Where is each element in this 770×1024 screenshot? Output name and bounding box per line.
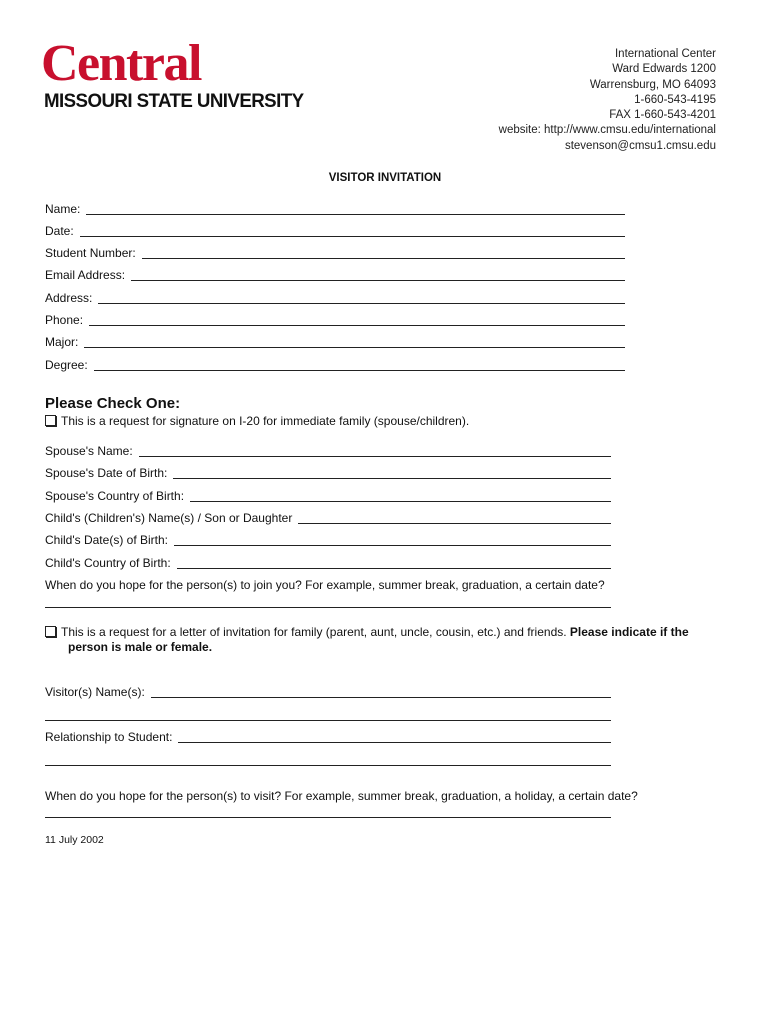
field-line[interactable] xyxy=(131,268,625,281)
email-address-field[interactable] xyxy=(45,268,625,282)
spouse-country-field[interactable] xyxy=(45,489,611,503)
option1-checkbox[interactable] xyxy=(45,415,56,426)
address-line: Ward Edwards 1200 xyxy=(612,63,716,76)
field-label: Child's Date(s) of Birth: xyxy=(45,533,168,547)
website-line: website: http://www.cmsu.edu/international xyxy=(498,124,716,137)
field-line[interactable] xyxy=(298,511,611,524)
logo-central: Central xyxy=(41,35,201,92)
field-label: Email Address: xyxy=(45,268,126,282)
field-label: Phone: xyxy=(45,313,84,327)
address-block xyxy=(499,47,716,154)
field-line[interactable] xyxy=(84,335,625,348)
field-label: Degree: xyxy=(45,358,88,372)
field-line[interactable] xyxy=(174,533,611,546)
form-date: 11 July 2002 xyxy=(45,834,104,846)
name-field[interactable] xyxy=(45,202,625,216)
field-label: Date: xyxy=(45,224,74,238)
field-line[interactable] xyxy=(178,730,611,743)
field-label: Child's Country of Birth: xyxy=(45,556,171,570)
field-line[interactable] xyxy=(142,246,625,259)
visit-question: When do you hope for the person(s) to visit? For example, summer break, graduation, a holiday, a certain date? xyxy=(45,789,638,803)
degree-field[interactable] xyxy=(45,358,625,372)
section-heading: Please Check One: xyxy=(45,395,181,412)
field-line[interactable] xyxy=(80,224,625,237)
option2-text xyxy=(45,625,689,640)
spouse-dob-field[interactable] xyxy=(45,466,611,480)
relationship-field[interactable] xyxy=(45,730,611,744)
option1-text xyxy=(45,414,469,429)
fax-line: FAX 1-660-543-4201 xyxy=(609,109,716,122)
field-label: Student Number: xyxy=(45,246,136,260)
join-question: When do you hope for the person(s) to join you? For example, summer break, graduation, a certain date? xyxy=(45,578,605,592)
option2-checkbox[interactable] xyxy=(45,626,56,637)
email-line: stevenson@cmsu1.cmsu.edu xyxy=(564,139,716,152)
logo-university-name: MISSOURI STATE UNIVERSITY xyxy=(44,90,304,112)
option1-label: This is a request for signature on I-20 for immediate family (spouse/children). xyxy=(61,414,470,428)
field-line[interactable] xyxy=(86,202,625,215)
field-label: Spouse's Country of Birth: xyxy=(45,489,185,503)
child-name-field[interactable] xyxy=(45,511,611,525)
field-label: Major: xyxy=(45,335,79,349)
field-line[interactable] xyxy=(190,489,611,502)
field-line[interactable] xyxy=(139,444,611,457)
relationship-extra-line[interactable] xyxy=(45,765,611,766)
major-field[interactable] xyxy=(45,335,625,349)
field-line[interactable] xyxy=(151,685,611,698)
date-field[interactable] xyxy=(45,224,625,238)
field-label: Visitor(s) Name(s): xyxy=(45,685,145,699)
phone-line: 1-660-543-4195 xyxy=(634,93,716,106)
option2-bold-note-continued: person is male or female. xyxy=(68,640,213,654)
spouse-name-field[interactable] xyxy=(45,444,611,458)
child-dob-field[interactable] xyxy=(45,533,611,547)
field-label: Spouse's Name: xyxy=(45,444,133,458)
field-line[interactable] xyxy=(173,466,611,479)
phone-field[interactable] xyxy=(45,313,625,327)
address-field[interactable] xyxy=(45,291,625,305)
visitor-name-field[interactable] xyxy=(45,685,611,699)
visitor-name-extra-line[interactable] xyxy=(45,720,611,721)
field-line[interactable] xyxy=(177,556,611,569)
field-label: Child's (Children's) Name(s) / Son or Daughter xyxy=(45,511,293,525)
address-line: Warrensburg, MO 64093 xyxy=(589,78,716,91)
field-line[interactable] xyxy=(94,358,625,371)
field-label: Relationship to Student: xyxy=(45,730,173,744)
address-line: International Center xyxy=(614,48,716,60)
option2-bold-note: Please indicate if the xyxy=(569,625,689,639)
field-line[interactable] xyxy=(98,291,625,304)
field-line[interactable] xyxy=(89,313,625,326)
page-title: VISITOR INVITATION xyxy=(328,172,442,184)
option2-label: This is a request for a letter of invitation for family (parent, aunt, uncle, cousin, etc.) and friends. xyxy=(61,625,567,639)
student-number-field[interactable] xyxy=(45,246,625,260)
child-country-field[interactable] xyxy=(45,556,611,570)
field-label: Address: xyxy=(45,291,93,305)
field-label: Spouse's Date of Birth: xyxy=(45,466,168,480)
field-label: Name: xyxy=(45,202,81,216)
join-answer-line[interactable] xyxy=(45,607,611,608)
visit-answer-line[interactable] xyxy=(45,817,611,818)
